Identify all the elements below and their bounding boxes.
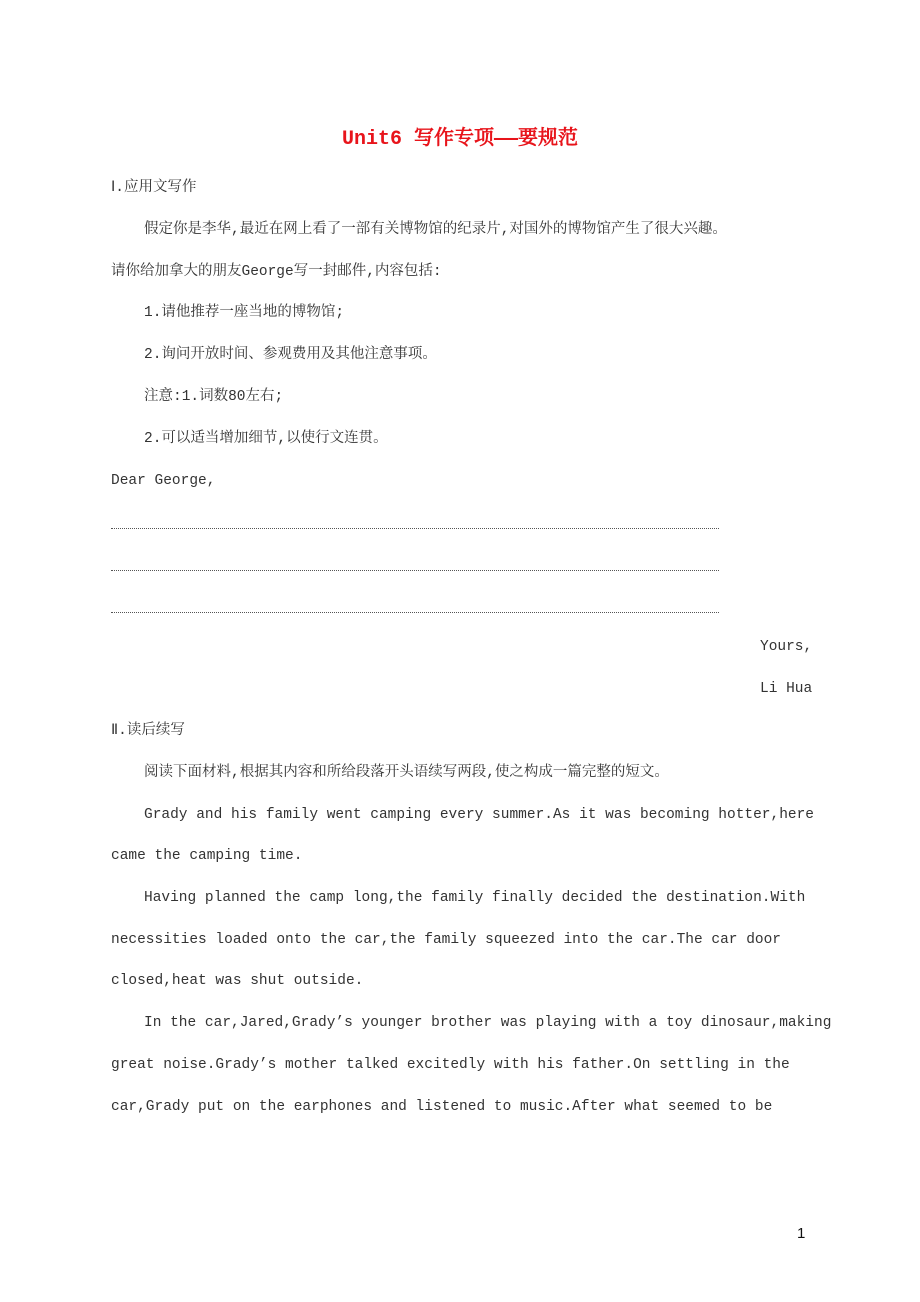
writing-line: [111, 612, 719, 613]
letter-closing: Yours,: [760, 639, 813, 655]
paragraph-line: closed,heat was shut outside.: [111, 973, 364, 989]
page-number: 1: [797, 1225, 806, 1242]
paragraph-line: 阅读下面材料,根据其内容和所给段落开头语续写两段,使之构成一篇完整的短文。: [144, 765, 669, 781]
paragraph-line: Grady and his family went camping every summer.As it was becoming hotter,here: [144, 807, 815, 823]
document-title: Unit6 写作专项——要规范: [341, 128, 578, 151]
paragraph-line: came the camping time.: [111, 848, 303, 864]
writing-line: [111, 528, 719, 529]
paragraph-line: great noise.Grady’s mother talked excitedly with his father.On settling in the: [111, 1057, 790, 1073]
letter-salutation: Dear George,: [111, 473, 216, 489]
section2-heading: Ⅱ.读后续写: [111, 723, 185, 739]
paragraph-line: 1.请他推荐一座当地的博物馆;: [144, 305, 345, 321]
writing-line: [111, 570, 719, 571]
paragraph-line: 请你给加拿大的朋友George写一封邮件,内容包括:: [111, 264, 442, 280]
paragraph-line: 2.询问开放时间、参观费用及其他注意事项。: [144, 347, 437, 363]
section1-heading: Ⅰ.应用文写作: [111, 180, 197, 196]
paragraph-line: 注意:1.词数80左右;: [144, 389, 284, 405]
paragraph-line: 2.可以适当增加细节,以使行文连贯。: [144, 431, 388, 447]
letter-signature: Li Hua: [760, 681, 813, 697]
paragraph-line: Having planned the camp long,the family finally decided the destination.With: [144, 890, 806, 906]
paragraph-line: In the car,Jared,Grady’s younger brother was playing with a toy dinosaur,making: [144, 1015, 832, 1031]
paragraph-line: 假定你是李华,最近在网上看了一部有关博物馆的纪录片,对国外的博物馆产生了很大兴趣。: [144, 222, 727, 238]
paragraph-line: necessities loaded onto the car,the family squeezed into the car.The car door: [111, 932, 782, 948]
paragraph-line: car,Grady put on the earphones and listened to music.After what seemed to be: [111, 1099, 773, 1115]
